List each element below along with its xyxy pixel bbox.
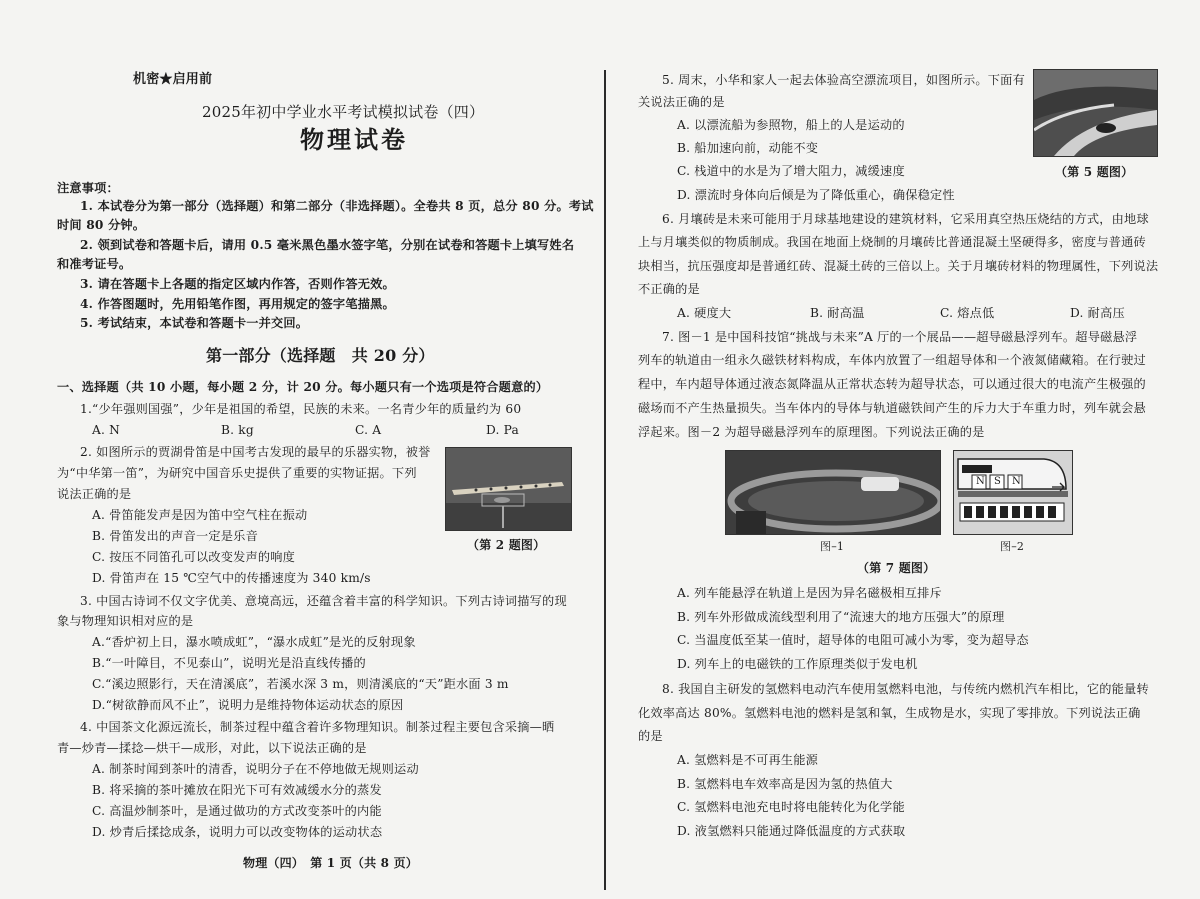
maglev-train-icon [726,451,940,534]
q4-option-d: D. 炒青后揉捻成条，说明力可以改变物体的运动状态 [92,825,383,839]
q3-stem: 3. 中国古诗词不仅文字优美、意境高远，还蕴含着丰富的科学知识。下列古诗词描写的现 [80,594,567,608]
q5-stem: 关说法正确的是 [638,95,725,109]
q7-option-d: D. 列车上的电磁铁的工作原理类似于发电机 [677,657,918,671]
q7-stem: 列车的轨道由一组永久磁铁材料构成，车体内放置了一组超导体和一个液氮储藏箱。在行驶过 [638,353,1146,367]
q7-option-c: C. 当温度低至某一值时，超导体的电阻可减小为零，变为超导态 [677,633,1029,647]
q3-stem: 象与物理知识相对应的是 [57,614,194,628]
q7-stem: 浮起来。图－2 为超导磁悬浮列车的原理图。下列说法正确的是 [638,425,985,439]
q6-option-a: A. 硬度大 [677,306,732,320]
subject-title: 物理试卷 [300,125,408,154]
q6-option-d: D. 耐高压 [1070,306,1125,320]
q8-option-c: C. 氢燃料电池充电时将电能转化为化学能 [677,800,905,814]
fig1-label: 图–1 [820,540,845,553]
q5-stem: 5. 周末，小华和家人一起去体验高空漂流项目，如图所示。下面有 [662,73,1025,87]
q2-option-a: A. 骨笛能发声是因为笛中空气柱在振动 [92,508,308,522]
page-footer: 物理（四） 第 1 页（共 8 页） [243,856,419,870]
q5-option-c: C. 栈道中的水是为了增大阻力，减缓速度 [677,164,905,178]
q4-stem: 青—炒青—揉捻—烘干—成形，对此，以下说法正确的是 [57,741,367,755]
q4-stem: 4. 中国茶文化源远流长，制茶过程中蕴含着许多物理知识。制茶过程主要包含采摘—晒 [80,720,555,734]
q3-option-d: D.“树欲静而风不止”，说明力是维持物体运动状态的原因 [92,698,404,712]
q7-option-b: B. 列车外形做成流线型利用了“流速大的地方压强大”的原理 [677,610,1005,624]
exam-title: 2025年初中学业水平考试模拟试卷（四） [202,103,485,121]
q8-stem: 8. 我国自主研发的氢燃料电动汽车使用氢燃料电池，与传统内燃机汽车相比，它的能量转 [662,682,1149,696]
rafting-image [1033,69,1158,157]
q4-option-a: A. 制茶时闻到茶叶的清香，说明分子在不停地做无规则运动 [92,762,419,776]
q8-option-a: A. 氢燃料是不可再生能源 [677,753,819,767]
q6-stem: 块相当，抗压强度却是普通红砖、混凝土砖的三倍以上。关于月壤砖材料的物理属性，下列说法 [638,259,1159,273]
q4-option-b: B. 将采摘的茶叶摊放在阳光下可有效减缓水分的蒸发 [92,783,382,797]
q7-figure-caption: （第 7 题图） [857,561,936,575]
q7-stem: 磁场而不产生热量损失。当车体内的导体与轨道磁铁间产生的斥力大于车重力时，列车就会悬 [638,401,1146,415]
q1-option-b: B. kg [221,423,254,437]
q1-stem: 1.“少年强则国强”，少年是祖国的希望，民族的未来。一名青少年的质量约为 60 [80,402,522,416]
q2-stem: 2. 如图所示的贾湖骨笛是中国考古发现的最早的乐器实物，被誉 [80,445,431,459]
q3-option-c: C.“溪边照影行，天在清溪底”，若溪水深 3 m，则清溪底的“天”距水面 3 m [92,677,509,691]
notice-line: 和准考证号。 [57,257,132,271]
fig2-label: 图–2 [1000,540,1025,553]
notice-line: 5. 考试结束，本试卷和答题卡一并交回。 [80,316,309,330]
q8-stem: 的是 [638,729,663,743]
maglev-model-image [725,450,941,535]
q5-option-b: B. 船加速向前，动能不变 [677,141,819,155]
q2-stem: 说法正确的是 [57,487,132,501]
magnet-pole-label: N [976,476,985,487]
q2-option-d: D. 骨笛声在 15 ℃空气中的传播速度为 340 km/s [92,571,371,585]
q8-option-b: B. 氢燃料电车效率高是因为氢的热值大 [677,777,893,791]
magnet-pole-label: N [1012,476,1021,487]
q2-figure-caption: （第 2 题图） [467,538,546,552]
q8-option-d: D. 液氢燃料只能通过降低温度的方式获取 [677,824,906,838]
q7-stem: 7. 图－1 是中国科技馆“挑战与未来”A 厅的一个展品——超导磁悬浮列车。超导磁悬浮 [662,330,1138,344]
q6-option-c: C. 熔点低 [940,306,995,320]
q1-option-a: A. N [92,423,121,437]
rafting-icon [1034,70,1157,156]
column-divider [604,70,606,890]
q1-option-c: C. A [355,423,382,437]
q2-option-c: C. 按压不同笛孔可以改变发声的响度 [92,550,296,564]
q7-stem: 程中，车内超导体通过液态氮降温从正常状态转为超导状态，可以通过很大的电流产生极强的 [638,377,1146,391]
bone-flute-icon [446,448,571,530]
q5-option-d: D. 漂流时身体向后倾是为了降低重心，确保稳定性 [677,188,955,202]
q3-option-b: B.“一叶障目，不见泰山”，说明光是沿直线传播的 [92,656,366,670]
q6-option-b: B. 耐高温 [810,306,865,320]
notice-line: 时间 80 分钟。 [57,218,146,232]
part1-title: 第一部分（选择题 共 20 分） [206,346,435,365]
q6-stem: 上与月壤类似的物质制成。我国在地面上烧制的月壤砖比普通混凝土坚硬得多，密度与普通砖 [638,235,1146,249]
notice-title: 注意事项： [57,181,119,195]
q5-figure-caption: （第 5 题图） [1055,165,1134,179]
notice-line: 4. 作答图题时，先用铅笔作图，再用规定的签字笔描黑。 [80,297,395,311]
maglev-diagram-icon [954,451,1072,534]
q2-option-b: B. 骨笛发出的声音一定是乐音 [92,529,258,543]
q5-option-a: A. 以漂流船为参照物，船上的人是运动的 [677,118,905,132]
notice-line: 2. 领到试卷和答题卡后，请用 0.5 毫米黑色墨水签字笔，分别在试卷和答题卡上填写姓名 [80,238,575,252]
q6-stem: 不正确的是 [638,282,700,296]
part1-instruction: 一、选择题（共 10 小题，每小题 2 分，计 20 分。每小题只有一个选项是符合题意的） [57,380,549,394]
magnet-pole-label: S [994,476,1002,487]
notice-line: 1. 本试卷分为第一部分（选择题）和第二部分（非选择题）。全卷共 8 页，总分 80 分。考试 [80,199,594,213]
maglev-principle-diagram [953,450,1073,535]
q3-option-a: A.“香炉初上日，瀑水喷成虹”，“瀑水成虹”是光的反射现象 [92,635,416,649]
q4-option-c: C. 高温炒制茶叶，是通过做功的方式改变茶叶的内能 [92,804,382,818]
q2-stem: 为“中华第一笛”，为研究中国音乐史提供了重要的实物证据。下列 [57,466,417,480]
notice-line: 3. 请在答题卡上各题的指定区域内作答，否则作答无效。 [80,277,395,291]
bone-flute-image [445,447,572,531]
confidential-label: 机密★启用前 [133,72,213,87]
q7-option-a: A. 列车能悬浮在轨道上是因为异名磁极相互排斥 [677,586,942,600]
q6-stem: 6. 月壤砖是未来可能用于月球基地建设的建筑材料，它采用真空热压烧结的方式，由地球 [662,212,1149,226]
q8-stem: 化效率高达 80%。氢燃料电池的燃料是氢和氧，生成物是水，实现了零排放。下列说法正确 [638,706,1141,720]
q1-option-d: D. Pa [486,423,520,437]
